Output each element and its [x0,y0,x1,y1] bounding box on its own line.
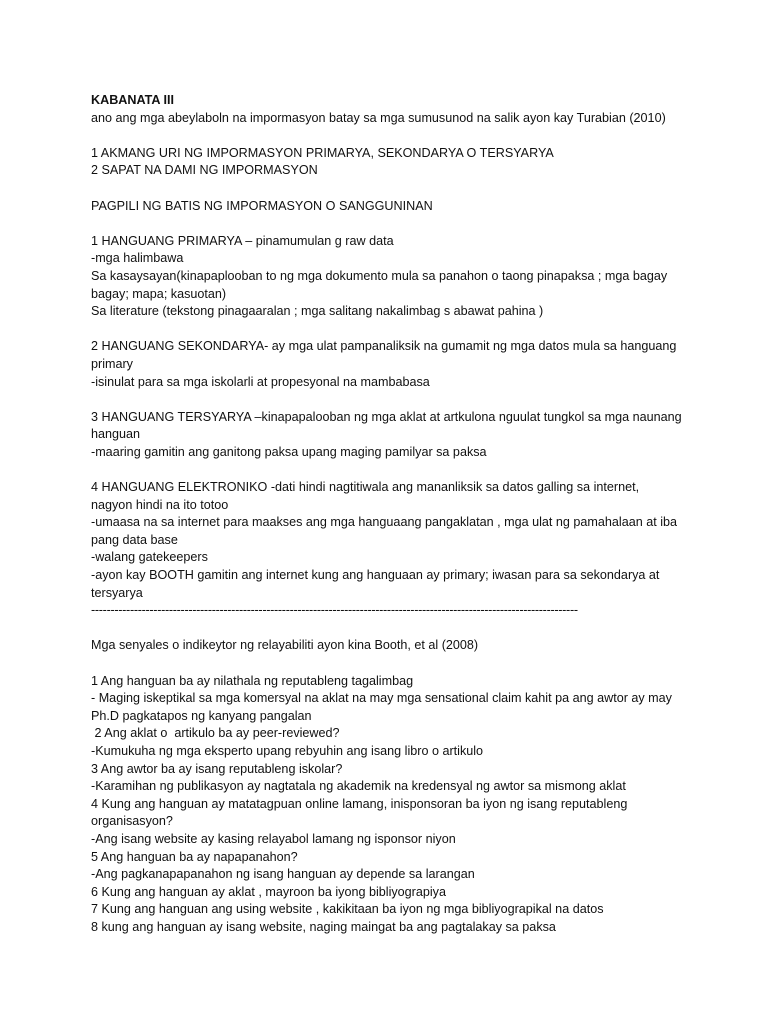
indicator-4: 4 Kung ang hanguan ay matatagpuan online lamang, inisponsoran ba iyon ng isang reputableng [91,796,628,811]
history-line: Sa kasaysayan(kinapaplooban to ng mga dokumento mula sa panahon o taong pinapaksa ; mga bagay [91,268,668,283]
electronic-note-2: -walang gatekeepers [91,550,208,565]
history-line-cont: bagay; mapa; kasuotan) [91,286,227,301]
factor-1: 1 AKMANG URI NG IMPORMASYON PRIMARYA, SEKONDARYA O TERSYARYA [91,145,554,160]
indicator-7: 7 Kung ang hanguan ang using website , kakikitaan ba iyon ng mga bibliyograpikal na datos [91,902,604,917]
tertiary-note: -maaring gamitin ang ganitong paksa upang maging pamilyar sa paksa [91,444,487,459]
blank-line [91,655,691,673]
tertiary-source-line-cont: hanguan [91,427,141,442]
indicator-1-note-cont: Ph.D pagkatapos ng kanyang pangalan [91,708,312,723]
indicator-6: 6 Kung ang hanguan ay aklat , mayroon ba iyong bibliyograpiya [91,884,446,899]
indicator-4-note: -Ang isang website ay kasing relayabol lamang ng isponsor niyon [91,831,456,846]
factor-2: 2 SAPAT NA DAMI NG IMPORMASYON [91,163,318,178]
indicator-5: 5 Ang hanguan ba ay napapanahon? [91,849,298,864]
indicator-8: 8 kung ang hanguan ay isang website, naging maingat ba ang pagtalakay sa paksa [91,919,556,934]
intro-line: ano ang mga abeylaboln na impormasyon batay sa mga sumusunod na salik ayon kay Turabian (2010) [91,110,666,125]
reliability-heading: Mga senyales o indikeytor ng relayabiliti ayon kina Booth, et al (2008) [91,638,479,653]
tertiary-source-line: 3 HANGUANG TERSYARYA –kinapapalooban ng mga aklat at artkulona nguulat tungkol sa mga naunang [91,409,682,424]
secondary-note: -isinulat para sa mga iskolarli at propesyonal na mambabasa [91,374,430,389]
section-heading: PAGPILI NG BATIS NG IMPORMASYON O SANGGUNINAN [91,198,433,213]
secondary-source-line: 2 HANGUANG SEKONDARYA- ay mga ulat pampanaliksik na gumamit ng mga datos mula sa hanguang [91,339,677,354]
indicator-1-note: - Maging iskeptikal sa mga komersyal na aklat na may mga sensational claim kahit pa ang awtor ay may [91,691,672,706]
blank-line [91,127,691,145]
electronic-note-3: -ayon kay BOOTH gamitin ang internet kung ang hanguaan ay primary; iwasan para sa sekondarya at [91,568,660,583]
literature-line: Sa literature (tekstong pinagaaralan ; mga salitang nakalimbag s abawat pahina ) [91,304,544,319]
electronic-note-3-cont: tersyarya [91,585,143,600]
electronic-note-1-cont: pang data base [91,532,178,547]
indicator-3-note: -Karamihan ng publikasyon ay nagtatala ng akademik na kredensyal ng awtor sa mismong aklat [91,779,626,794]
electronic-note-1: -umaasa na sa internet para maakses ang mga hanguaang pangaklatan , mga ulat ng pamahalaan at iba [91,515,678,530]
blank-line [91,215,691,233]
dashed-divider: ----------------------------------------------------------------------------------------------------------------------------- [91,603,578,618]
indicator-2-note: -Kumukuha ng mga eksperto upang rebyuhin ang isang libro o artikulo [91,743,484,758]
indicator-1: 1 Ang hanguan ba ay nilathala ng reputableng tagalimbag [91,673,414,688]
document-page [91,92,691,937]
primary-source-line: 1 HANGUANG PRIMARYA – pinamumulan g raw data [91,233,394,248]
indicator-2: 2 Ang aklat o artikulo ba ay peer-reviewed? [91,726,340,741]
blank-line [91,461,691,479]
electronic-source-line: 4 HANGUANG ELEKTRONIKO -dati hindi nagtitiwala ang mananliksik sa datos galling sa internet, [91,480,640,495]
examples-line: -mga halimbawa [91,251,184,266]
blank-line [91,321,691,339]
electronic-source-line-cont: nagyon hindi na ito totoo [91,497,229,512]
blank-line [91,620,691,638]
blank-line [91,391,691,409]
indicator-4-cont: organisasyon? [91,814,173,829]
chapter-heading: KABANATA III [91,93,175,107]
blank-line [91,180,691,198]
secondary-source-line-cont: primary [91,356,133,371]
indicator-5-note: -Ang pagkanapapanahon ng isang hanguan ay depende sa larangan [91,867,475,882]
indicator-3: 3 Ang awtor ba ay isang reputableng iskolar? [91,761,343,776]
